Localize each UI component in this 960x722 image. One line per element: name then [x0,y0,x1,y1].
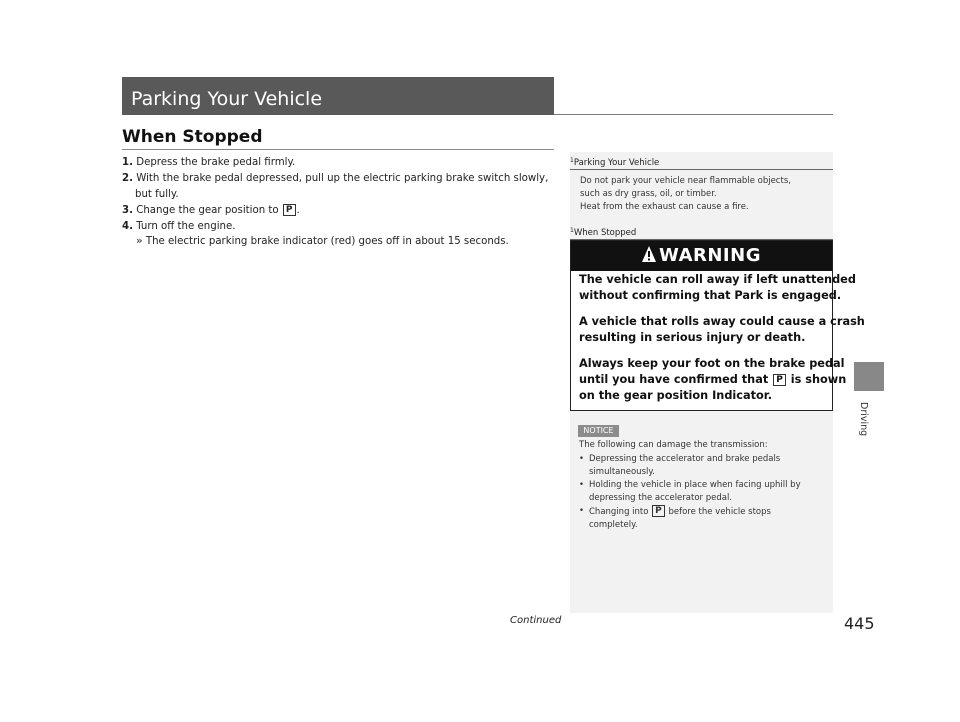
step-2 [122,171,558,203]
warning-line: resulting in serious injury or death. [579,331,806,344]
list-item-text: Depressing the accelerator and brake pedals [589,454,781,464]
list-item-text [589,505,829,519]
step-4-result [136,234,509,250]
alert-icon [642,246,656,262]
list-item-text: Holding the vehicle in place when facing uphill by [589,480,801,490]
bullet-icon: • [579,480,585,490]
warning-line [579,372,846,388]
warning-paragraph-2 [579,314,865,346]
step-text-end: . [296,205,300,216]
warning-text: until you have confirmed that [579,373,769,386]
list-item [579,453,829,479]
warning-line: A vehicle that rolls away could cause a crash [579,315,865,328]
title-rule [554,114,833,115]
step-number: 2. [122,173,133,184]
step-3 [122,203,300,219]
list-item-text: simultaneously. [589,467,655,477]
note-line: Heat from the exhaust can cause a fire. [580,202,749,212]
note-heading-parking [570,157,659,168]
ref-marker: 1 [570,157,574,164]
step-1 [122,155,295,171]
note-line: Do not park your vehicle near flammable objects, [580,176,791,186]
note-heading-text: When Stopped [573,228,637,238]
step-4 [122,219,236,235]
warning-line: The vehicle can roll away if left unattended [579,273,856,286]
list-item [579,505,829,532]
bullet-icon: • [579,454,585,464]
section-heading: When Stopped [122,127,263,147]
warning-paragraph-1 [579,272,856,304]
notice-intro: The following can damage the transmission: [579,440,768,450]
warning-title [571,245,832,266]
warning-line: on the gear position Indicator. [579,389,773,402]
chapter-tab-label: Driving [858,402,869,437]
warning-line: Always keep your foot on the brake pedal [579,357,845,370]
note-heading-when-stopped [570,227,636,238]
note-rule [570,169,833,170]
gear-p-icon: P [773,374,786,386]
warning-title-text: WARNING [659,245,761,266]
step-number: 3. [122,205,133,216]
continued-label: Continued [510,615,562,626]
page-title: Parking Your Vehicle [131,88,323,110]
note-body-parking [580,175,791,214]
note-heading-text: Parking Your Vehicle [573,158,660,168]
step-text: With the brake pedal depressed, pull up the electric parking brake switch slowly, [136,173,549,184]
list-text: Changing into [589,507,649,517]
step-number: 4. [122,221,133,232]
step-number: 1. [122,157,133,168]
notice-badge-text: NOTICE [583,426,614,435]
section-rule [122,149,554,150]
list-text: before the vehicle stops [668,507,771,517]
bullet-icon: • [579,506,585,516]
notice-list [579,453,829,532]
step-text-continued: but fully. [135,189,179,200]
warning-text: is shown [790,373,847,386]
gear-p-icon: P [652,505,665,517]
warning-line: without confirming that Park is engaged. [579,289,842,302]
list-item-text: depressing the accelerator pedal. [589,493,733,503]
list-item [579,479,829,505]
result-text: The electric parking brake indicator (red) goes off in about 15 seconds. [145,236,509,247]
ref-marker: 1 [570,227,574,234]
list-item-text: completely. [589,520,638,530]
chapter-tab[interactable] [854,362,884,391]
step-text: Depress the brake pedal firmly. [136,157,296,168]
note-line: such as dry grass, oil, or timber. [580,189,717,199]
gear-p-icon: P [283,204,296,216]
step-text: Change the gear position to [136,205,279,216]
page-number: 445 [844,614,875,633]
warning-paragraph-3 [579,356,846,404]
step-text: Turn off the engine. [136,221,236,232]
result-arrow-icon: » [136,236,143,247]
